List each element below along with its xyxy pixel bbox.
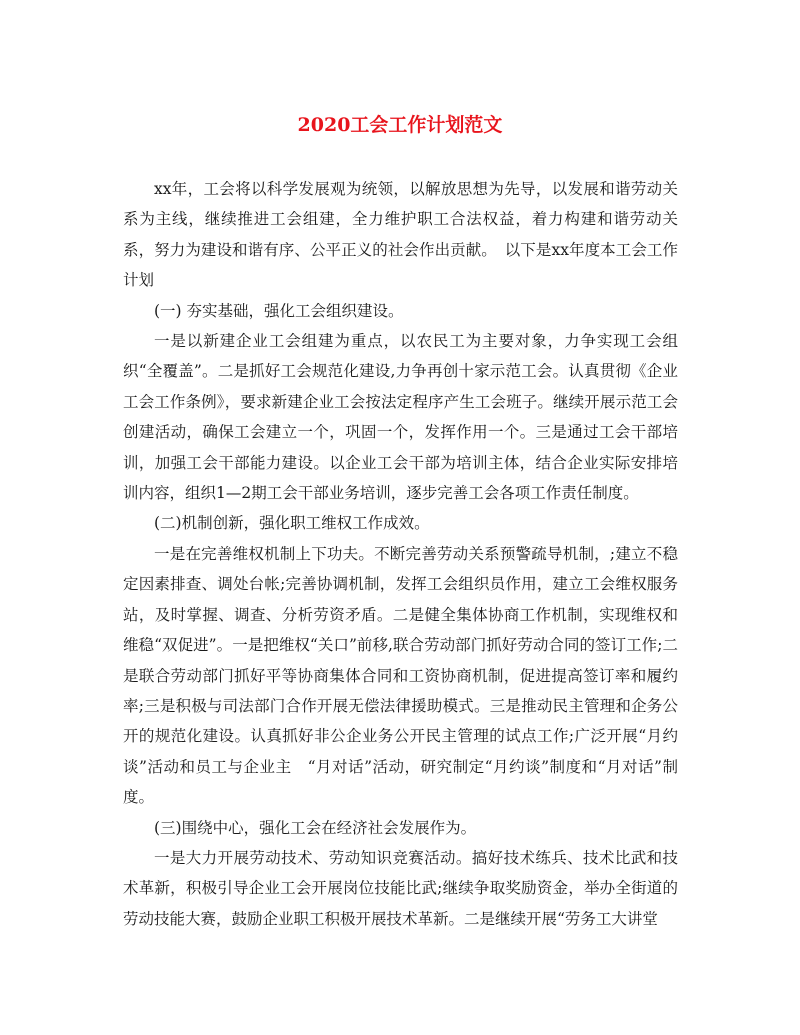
section-2-paragraph: 一是在完善维权机制上下功夫。不断完善劳动关系预警疏导机制，;建立不稳定因素排查、调处台帐;完善协调机制，发挥工会组织员作用，建立工会维权服务站，及时掌握、调查、分析劳资矛盾。二是健全集体协商工作机制，实现维权和维稳“双促进”。一是把维权“关口”前移,联合劳动部门抓好劳动合同的签订工作;二是联合劳动部门抓好平等协商集体合同和工资协商机制，促进提高签订率和履约率;三是积极与司法部门合作开展无偿法律援助模式。三是推动民主管理和企务公开的规范化建设。认真抓好非公企业务公开民主管理的试点工作;广泛开展“月约谈”活动和员工与企业主 “月对话”活动，研究制定“月约谈”制度和“月对话”制度。 [123, 544, 678, 807]
document-title: 2020工会工作计划范文 [297, 114, 503, 136]
document-body [123, 174, 678, 934]
section-1-paragraph: 一是以新建企业工会组建为重点，以农民工为主要对象，力争实现工会组织“全覆盖”。二是抓好工会规范化建设,力争再创十家示范工会。认真贯彻《企业工会工作条例》，要求新建企业工会按法定程序产生工会班子。继续开展示范工会创建活动，确保工会建立一个，巩固一个，发挥作用一个。三是通过工会干部培训，加强工会干部能力建设。以企业工会干部为培训主体，结合企业实际安排培训内容，组织1—2期工会干部业务培训，逐步完善工会各项工作责任制度。 [123, 332, 678, 503]
section-heading-3: (三)围绕中心，强化工会在经济社会发展作为。 [154, 818, 477, 837]
section-heading-2: (二)机制创新，强化职工维权工作成效。 [154, 514, 430, 533]
section-heading-1: (一) 夯实基础，强化工会组织建设。 [154, 301, 404, 320]
intro-paragraph: xx年，工会将以科学发展观为统领，以解放思想为先导，以发展和谐劳动关系为主线，继续推进工会组建，全力维护职工合法权益，着力构建和谐劳动关系，努力为建设和谐有序、公平正义的社会作出贡献。 以下是xx年度本工会工作计划 [123, 180, 678, 290]
section-3-paragraph: 一是大力开展劳动技术、劳动知识竞赛活动。搞好技术练兵、技术比武和技术革新，积极引导企业工会开展岗位技能比武;继续争取奖励资金，举办全街道的劳动技能大赛，鼓励企业职工积极开展技术革新。二是继续开展“劳务工大讲堂 [123, 848, 678, 928]
